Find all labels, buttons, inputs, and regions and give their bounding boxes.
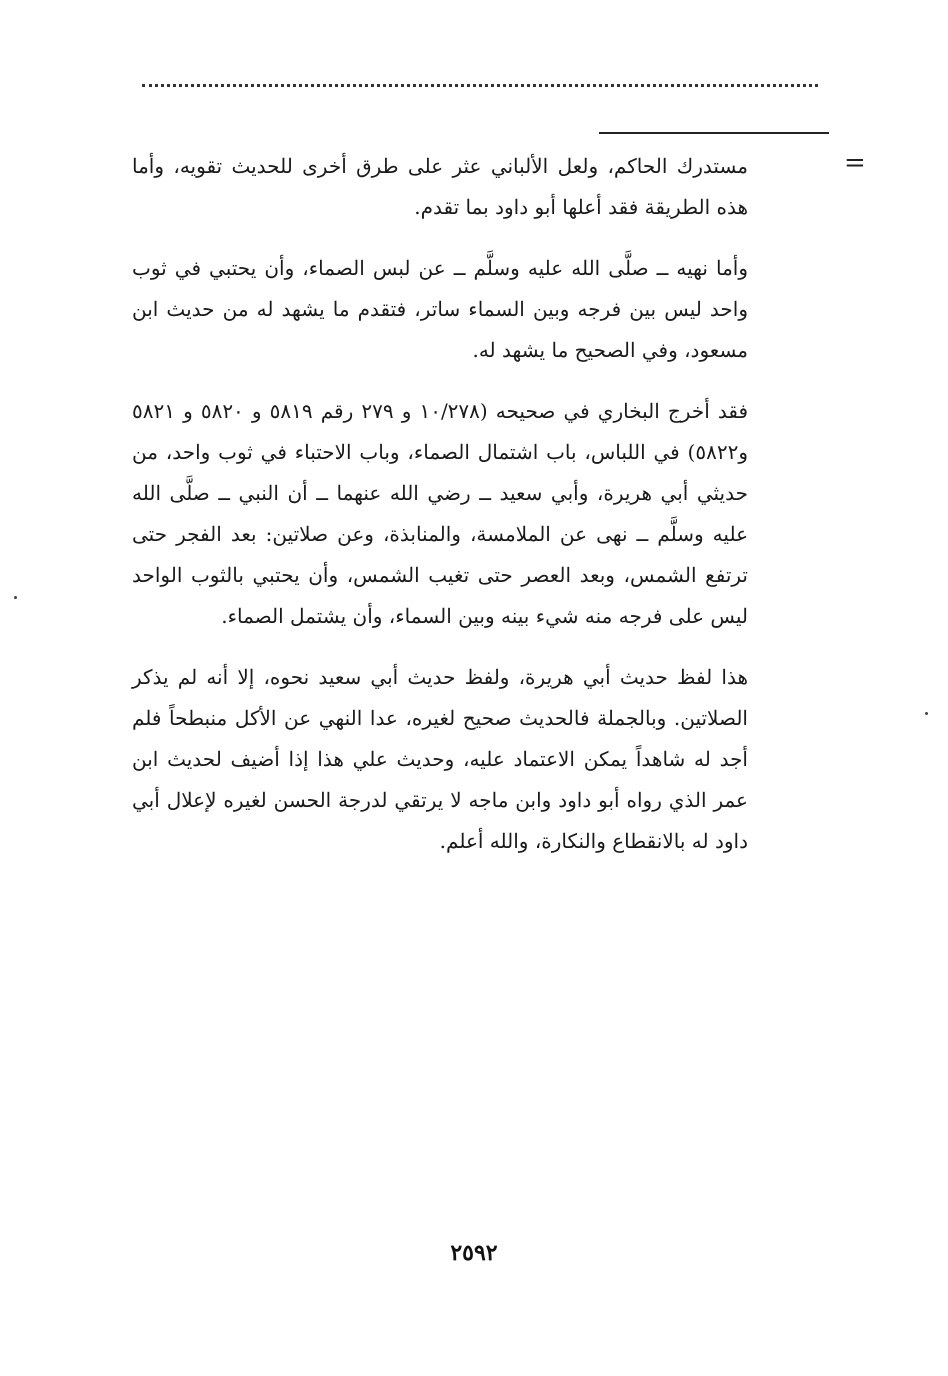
paragraph-3: فقد أخرج البخاري في صحيحه (١٠/٢٧٨ و ٢٧٩ رقم ٥٨١٩ و ٥٨٢٠ و ٥٨٢١ و٥٨٢٢) في اللباس، باب اشتمال الصماء، وباب الاحتباء في ثوب واحد، من حديثي أبي هريرة، وأبي سعيد ــ رضي الله عنهما ــ أن النبي ــ صلَّى الله عليه وسلَّم ــ نهى عن الملامسة، والمنابذة، وعن صلاتين: بعد الفجر حتى ترتفع الشمس، وبعد العصر حتى تغيب الشمس، وأن يحتبي بالثوب الواحد ليس على فرجه منه شيء بينه وبين السماء، وأن يشتمل الصماء. [132,399,749,628]
continuation-mark: = [844,148,866,178]
scan-speck [14,596,17,599]
paragraph-2: وأما نهيه ــ صلَّى الله عليه وسلَّم ــ عن لبس الصماء، وأن يحتبي في ثوب واحد ليس بين فرجه وبين السماء ساتر، فتقدم ما يشهد له من حديث ابن مسعود، وفي الصحيح ما يشهد له. [132,256,748,362]
paragraph-1: مستدرك الحاكم، ولعل الألباني عثر على طرق أخرى للحديث تقويه، وأما هذه الطريقة فقد أعلها أبو داود بما تقدم. [132,154,748,219]
page-number: ٢٥٩٢ [450,1240,498,1266]
paragraph-4: هذا لفظ حديث أبي هريرة، ولفظ حديث أبي سعيد نحوه، إلا أنه لم يذكر الصلاتين. وبالجملة فالحديث صحيح لغيره، عدا النهي عن الأكل منبطحاً فلم أجد له شاهداً يمكن الاعتماد عليه، وحديث علي هذا إذا أضيف لحديث ابن عمر الذي رواه أبو داود وابن ماجه لا يرتقي لدرجة الحسن لغيره لإعلال أبي داود له بالانقطاع والنكارة، والله أعلم. [132,665,748,853]
footnote-separator-rule [599,132,829,134]
footnote-text-block [132,146,748,882]
header-dotted-rule [142,84,818,87]
scan-speck [925,712,928,715]
